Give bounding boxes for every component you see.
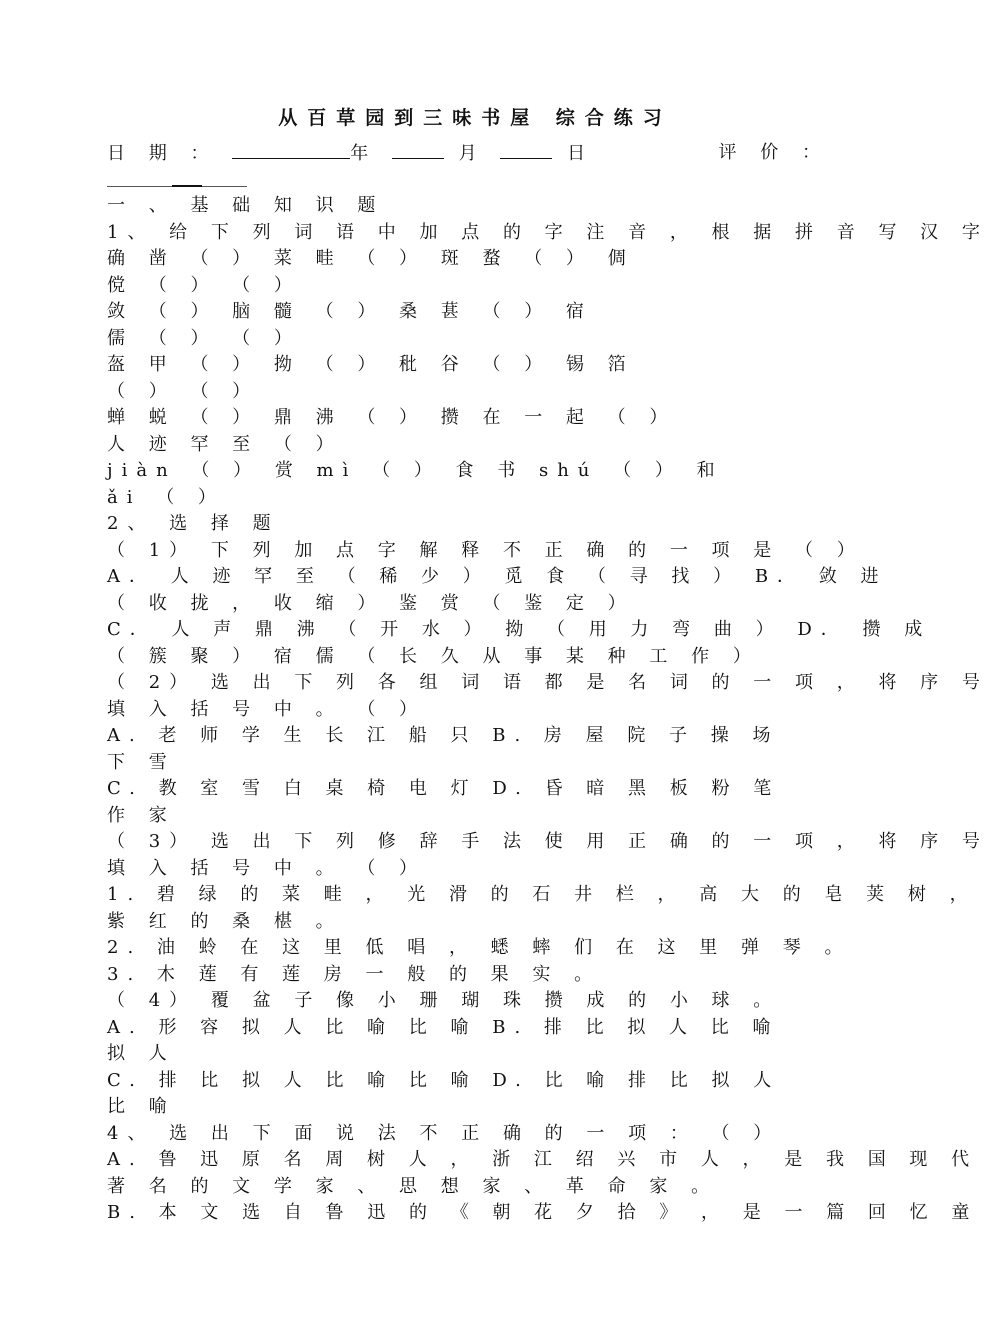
text-line: （ 簇 聚 ） 宿 儒 （ 长 久 从 事 某 种 工 作 ） [107, 645, 760, 667]
text-line: 儒 （ ） （ ） [107, 327, 301, 349]
text-line: 1. 碧 绿 的 菜 畦 ， 光 滑 的 石 井 栏 ， 高 大 的 皂 荚 树 ， [107, 884, 977, 905]
text-line: C. 排 比 拟 人 比 喻 比 喻 D. 比 喻 排 比 拟 人 [107, 1069, 781, 1091]
text-line: 4、 选 出 下 面 说 法 不 正 确 的 一 项 ： （ ） [107, 1122, 781, 1144]
date-label: 日 期 ： [107, 143, 218, 164]
text-line: 3. 木 莲 有 莲 房 一 般 的 果 实 。 [107, 963, 602, 985]
text-line: 人 迹 罕 至 （ ） [107, 433, 343, 455]
text-line: 著 名 的 文 学 家 、 思 想 家 、 革 命 家 。 [107, 1175, 719, 1197]
day-blank [500, 140, 552, 159]
text-line: （ 3） 选 出 下 列 修 辞 手 法 使 用 正 确 的 一 项 ， 将 序 号 [107, 831, 989, 852]
text-line: 填 入 括 号 中 。 （ ） [107, 698, 427, 720]
month-blank [392, 140, 444, 159]
text-line: 拟 人 [107, 1043, 176, 1064]
year-blank [232, 140, 350, 159]
text-line: A． 人 迹 罕 至 （ 稀 少 ） 觅 食 （ 寻 找 ） B． 敛 进 [107, 566, 888, 587]
text-line: C. 教 室 雪 白 桌 椅 电 灯 D. 昏 暗 黑 板 粉 笔 [107, 778, 781, 799]
text-line: （ ） （ ） [107, 380, 260, 402]
text-line: A. 老 师 学 生 长 江 船 只 B. 房 屋 院 子 操 场 [107, 725, 780, 746]
text-line: （ 1） 下 列 加 点 字 解 释 不 正 确 的 一 项 是 （ ） [107, 539, 864, 561]
eval-label: 评 价 ： [718, 142, 829, 163]
year-label: 年 [350, 143, 378, 164]
text-line: 2、 选 择 题 [107, 513, 280, 534]
text-line: A. 形 容 拟 人 比 喻 比 喻 B. 排 比 拟 人 比 喻 [107, 1016, 780, 1038]
text-line: jiàn （ ） 赏 mì （ ） 食 书 shú （ ） 和 [107, 460, 724, 481]
text-line: （ 收 拢 ， 收 缩 ） 鉴 赏 （ 鉴 定 ） [107, 592, 635, 614]
page-title: 从百草园到三味书屋 综合练习 [278, 107, 672, 129]
text-line: A. 鲁 迅 原 名 周 树 人 ， 浙 江 绍 兴 市 人 ， 是 我 国 现 代 [107, 1149, 979, 1170]
text-line: 盔 甲 （ ） 拗 （ ） 秕 谷 （ ） 锡 箔 [107, 354, 635, 375]
month-label: 月 [458, 143, 486, 164]
header-date-row [107, 140, 829, 167]
text-line: 敛 （ ） 脑 髓 （ ） 桑 葚 （ ） 宿 [107, 301, 593, 322]
eval-underline-mark [172, 185, 202, 187]
text-line: 一 、 基 础 知 识 题 [107, 195, 385, 216]
text-line: 比 喻 [107, 1096, 176, 1117]
text-line: 作 家 [107, 804, 176, 826]
text-line: C． 人 声 鼎 沸 （ 开 水 ） 拗 （ 用 力 弯 曲 ） D． 攒 成 [107, 619, 932, 640]
text-line: ǎi （ ） [107, 486, 225, 508]
text-line: B. 本 文 选 自 鲁 迅 的 《 朝 花 夕 拾 》 ， 是 一 篇 回 忆 童 [107, 1202, 979, 1223]
text-line: （ 2） 选 出 下 列 各 组 词 语 都 是 名 词 的 一 项 ， 将 序 号 [107, 672, 989, 693]
text-line: 1、 给 下 列 词 语 中 加 点 的 字 注 音 ， 根 据 拼 音 写 汉 字 [107, 221, 989, 243]
text-line: 下 雪 [107, 751, 176, 773]
text-line: （ 4） 覆 盆 子 像 小 珊 瑚 珠 攒 成 的 小 球 。 [107, 990, 781, 1011]
day-label: 日 [567, 143, 595, 164]
text-line: 紫 红 的 桑 椹 。 [107, 910, 343, 932]
text-line: 蝉 蜕 （ ） 鼎 沸 （ ） 攒 在 一 起 （ ） [107, 407, 677, 428]
text-line: 确 凿 （ ） 菜 畦 （ ） 斑 蝥 （ ） 倜 [107, 248, 635, 269]
text-line: 2. 油 蛉 在 这 里 低 唱 ， 蟋 蟀 们 在 这 里 弹 琴 。 [107, 937, 852, 958]
text-line: 傥 （ ） （ ） [107, 274, 301, 296]
text-line: 填 入 括 号 中 。 （ ） [107, 857, 427, 879]
